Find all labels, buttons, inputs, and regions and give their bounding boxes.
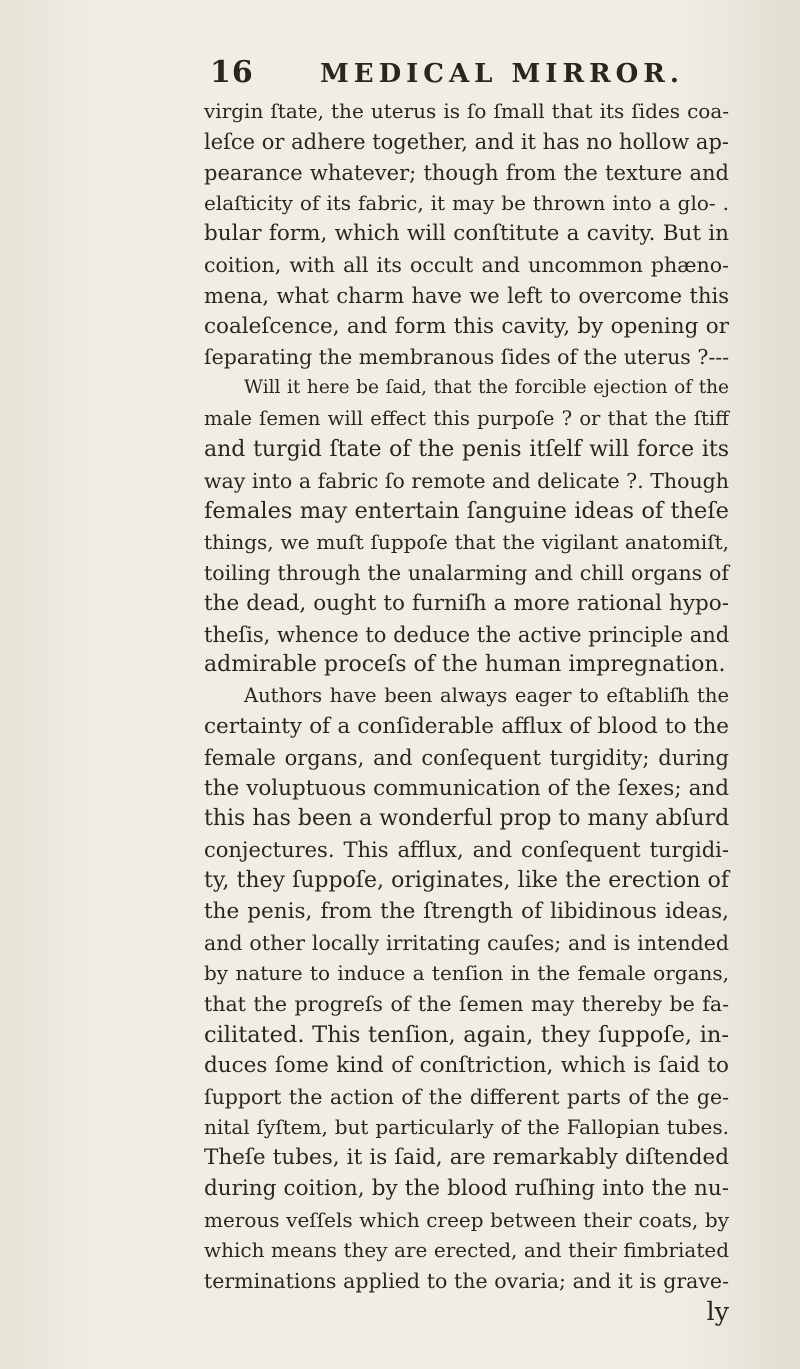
text-line: way into a fabric ſo remote and delicate ?. Though [204,468,729,493]
text-line: toiling through the unalarming and chill organs of [204,560,729,585]
text-line: terminations applied to the ovaria; and it is grave- [204,1269,729,1294]
text-line: and other locally irritating cauſes; and is intended [204,930,729,955]
text-line: Theſe tubes, it is ſaid, are remarkably diſtended [204,1145,729,1171]
text-line: certainty of a conſiderable afflux of blood to the [204,713,729,739]
text-line: ty, they ſuppoſe, originates, like the erection of [204,867,729,893]
text-line: female organs, and conſequent turgidity; during [204,745,729,770]
text-line: mena, what charm have we left to overcome this [204,283,729,308]
text-line: merous veſſels which creep between their coats, by [204,1207,729,1232]
text-line: the voluptuous communication of the ſexes; and [204,775,729,801]
text-line: duces ſome kind of conſtriction, which is ſaid to [204,1052,729,1078]
text-line: the dead, ought to furniſh a more rational hypo- [204,590,729,616]
text-line: this has been a wonderful prop to many abſurd [204,806,730,832]
text-line: Will it here be ſaid, that the forcible ejection of the [244,377,729,399]
running-title: MEDICAL MIRROR. [320,59,684,89]
text-line: leſce or adhere together, and it has no hollow ap- [204,129,729,154]
text-line: ſeparating the membranous ſides of the uterus ?--- [204,345,730,370]
text-line: bular form, which will conſtitute a cavity. But in [204,221,729,247]
text-line: male ſemen will effect this purpoſe ? or that the ſtiff [204,406,729,430]
text-line: nital ſyſtem, but particularly of the Fallopian tubes. [204,1115,729,1140]
text-line: the penis, from the ſtrength of libidinous ideas, [204,898,729,924]
text-line: conjectures. This afflux, and conſequent turgidi- [204,838,729,863]
text-line: females may entertain ſanguine ideas of theſe [204,498,729,525]
text-line: that the progreſs of the ſemen may thereby be fa- [204,992,729,1017]
body-text [204,96,729,1328]
text-line: by nature to induce a tenſion in the female organs, [204,961,729,986]
text-line: coition, with all its occult and uncommon phæno- [204,252,729,277]
page-header [210,55,740,91]
page-number: 16 [210,55,254,90]
catchword: ly [706,1297,729,1328]
text-line: and turgid ſtate of the penis itſelf will force its [204,436,729,462]
text-line: things, we muſt ſuppoſe that the vigilant anatomiſt, [204,530,729,555]
text-line: ſupport the action of the different parts of the ge- [204,1084,729,1109]
text-line: Authors have been always eager to eſtabliſh the [244,684,729,708]
text-line: coaleſcence, and form this cavity, by opening or [204,313,729,339]
text-line: during coition, by the blood ruſhing into the nu- [204,1175,729,1201]
text-line: which means they are erected, and their fimbriated [204,1238,729,1263]
text-line: theſis, whence to deduce the active principle and [204,622,730,647]
text-line: admirable proceſs of the human impregnation. [204,652,726,678]
text-line: virgin ſtate, the uterus is ſo ſmall that its ſides coa- [204,99,729,123]
text-line: cilitated. This tenſion, again, they ſuppoſe, in- [204,1021,729,1048]
text-line: pearance whatever; though from the texture and [204,160,729,185]
text-line: elaſticity of its fabric, it may be thrown into a glo- . [204,191,729,216]
